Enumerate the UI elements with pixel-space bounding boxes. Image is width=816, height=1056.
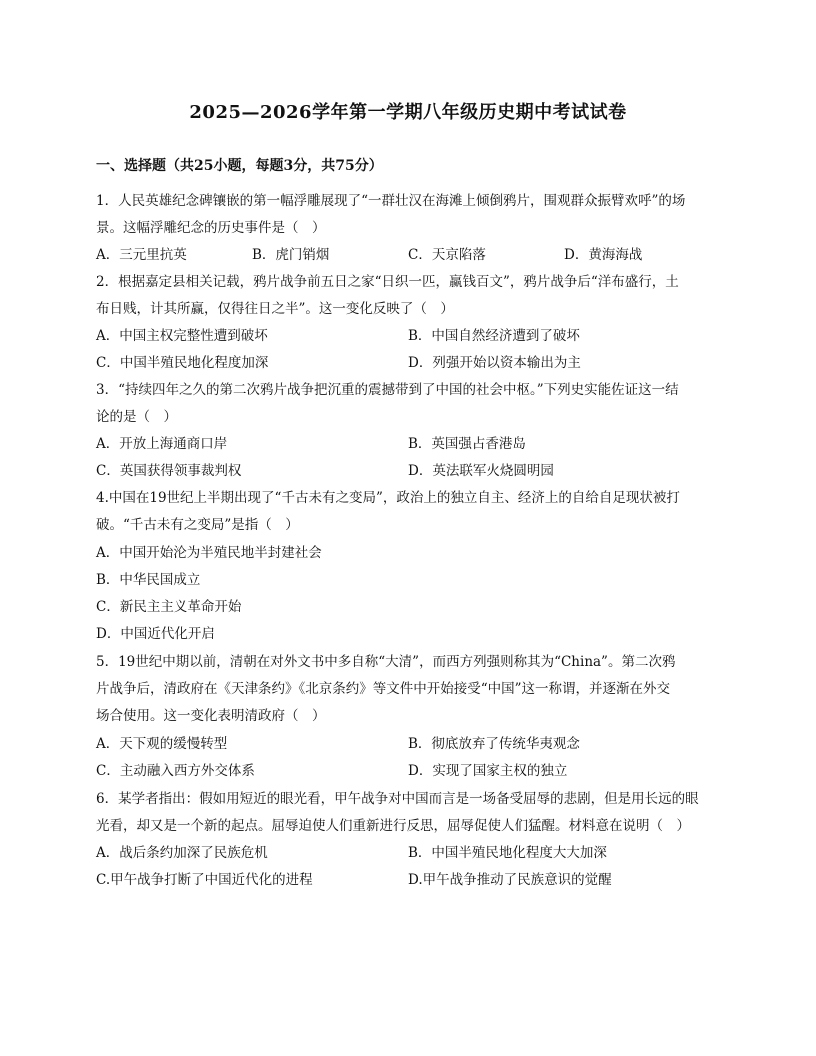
q6-stem-line-1: 6．某学者指出：假如用短近的眼光看，甲午战争对中国而言是一场备受屈辱的悲剧，但是用长远的眼 (96, 791, 699, 807)
q4-option-c: C．新民主主义革命开始 (96, 599, 242, 615)
q2-stem-line-2: 布日贱，计其所赢，仅得往日之半”。这一变化反映了（ ） (96, 301, 454, 317)
q5-option-c: C．主动融入西方外交体系 (96, 763, 255, 779)
q2-option-a: A．中国主权完整性遭到破坏 (96, 328, 268, 344)
q5-stem-line-1: 5．19世纪中期以前，清朝在对外文书中多自称“大清”，而西方列强则称其为“China”。第二次鸦 (96, 654, 676, 670)
q3-option-b: B．英国强占香港岛 (408, 436, 526, 452)
q6-stem-line-2: 光看，却又是一个新的起点。屈辱迫使人们重新进行反思，屈辱促使人们猛醒。材料意在说明（ ） (96, 818, 690, 834)
q1-option-b: B．虎门销烟 (252, 247, 330, 263)
q3-option-c: C．英国获得领事裁判权 (96, 463, 242, 479)
q6-option-b: B．中国半殖民地化程度大大加深 (408, 845, 607, 861)
q5-stem-line-3: 场合使用。这一变化表明清政府（ ） (96, 708, 326, 724)
section-heading: 一、选择题（共25小题，每题3分，共75分） (96, 158, 383, 174)
q2-option-b: B．中国自然经济遭到了破坏 (408, 328, 580, 344)
q6-option-c: C.甲午战争打断了中国近代化的进程 (96, 872, 313, 888)
q3-stem-line-2: 论的是（ ） (96, 409, 177, 425)
q2-stem-line-1: 2．根据嘉定县相关记载，鸦片战争前五日之家“日织一匹，赢钱百文”，鸦片战争后“洋布盛行，土 (96, 274, 679, 290)
q3-option-d: D．英法联军火烧圆明园 (408, 463, 554, 479)
q4-option-b: B．中华民国成立 (96, 572, 201, 588)
q1-option-d: D．黄海海战 (564, 247, 643, 263)
q5-option-a: A．天下观的缓慢转型 (96, 736, 228, 752)
q3-option-a: A．开放上海通商口岸 (96, 436, 228, 452)
q1-option-c: C．天京陷落 (408, 247, 486, 263)
q6-option-d: D.甲午战争推动了民族意识的觉醒 (408, 872, 612, 888)
q2-option-d: D．列强开始以资本输出为主 (408, 355, 581, 371)
q1-stem-line-2: 景。这幅浮雕纪念的历史事件是（ ） (96, 220, 326, 236)
q4-stem-line-1: 4.中国在19世纪上半期出现了“千古未有之变局”，政治上的独立自主、经济上的自给自足现状被打 (96, 490, 680, 506)
q3-stem-line-1: 3．“持续四年之久的第二次鸦片战争把沉重的震撼带到了中国的社会中枢。”下列史实能佐证这一结 (96, 382, 679, 398)
q2-option-c: C．中国半殖民地化程度加深 (96, 355, 269, 371)
q5-stem-line-2: 片战争后，清政府在《天津条约》《北京条约》等文件中开始接受“中国”这一称谓，并逐渐在外交 (96, 681, 671, 697)
q4-option-a: A．中国开始沦为半殖民地半封建社会 (96, 545, 322, 561)
q1-option-a: A．三元里抗英 (96, 247, 187, 263)
q5-option-b: B．彻底放弃了传统华夷观念 (408, 736, 580, 752)
q1-stem-line-1: 1．人民英雄纪念碑镶嵌的第一幅浮雕展现了“一群壮汉在海滩上倾倒鸦片，围观群众振臂欢呼”的场 (96, 193, 686, 209)
q5-option-d: D．实现了国家主权的独立 (408, 763, 568, 779)
q4-option-d: D．中国近代化开启 (96, 626, 215, 642)
q6-option-a: A．战后条约加深了民族危机 (96, 845, 268, 861)
exam-title: 2025—2026学年第一学期八年级历史期中考试试卷 (189, 102, 627, 123)
q4-stem-line-2: 破。“千古未有之变局”是指（ ） (96, 517, 299, 533)
